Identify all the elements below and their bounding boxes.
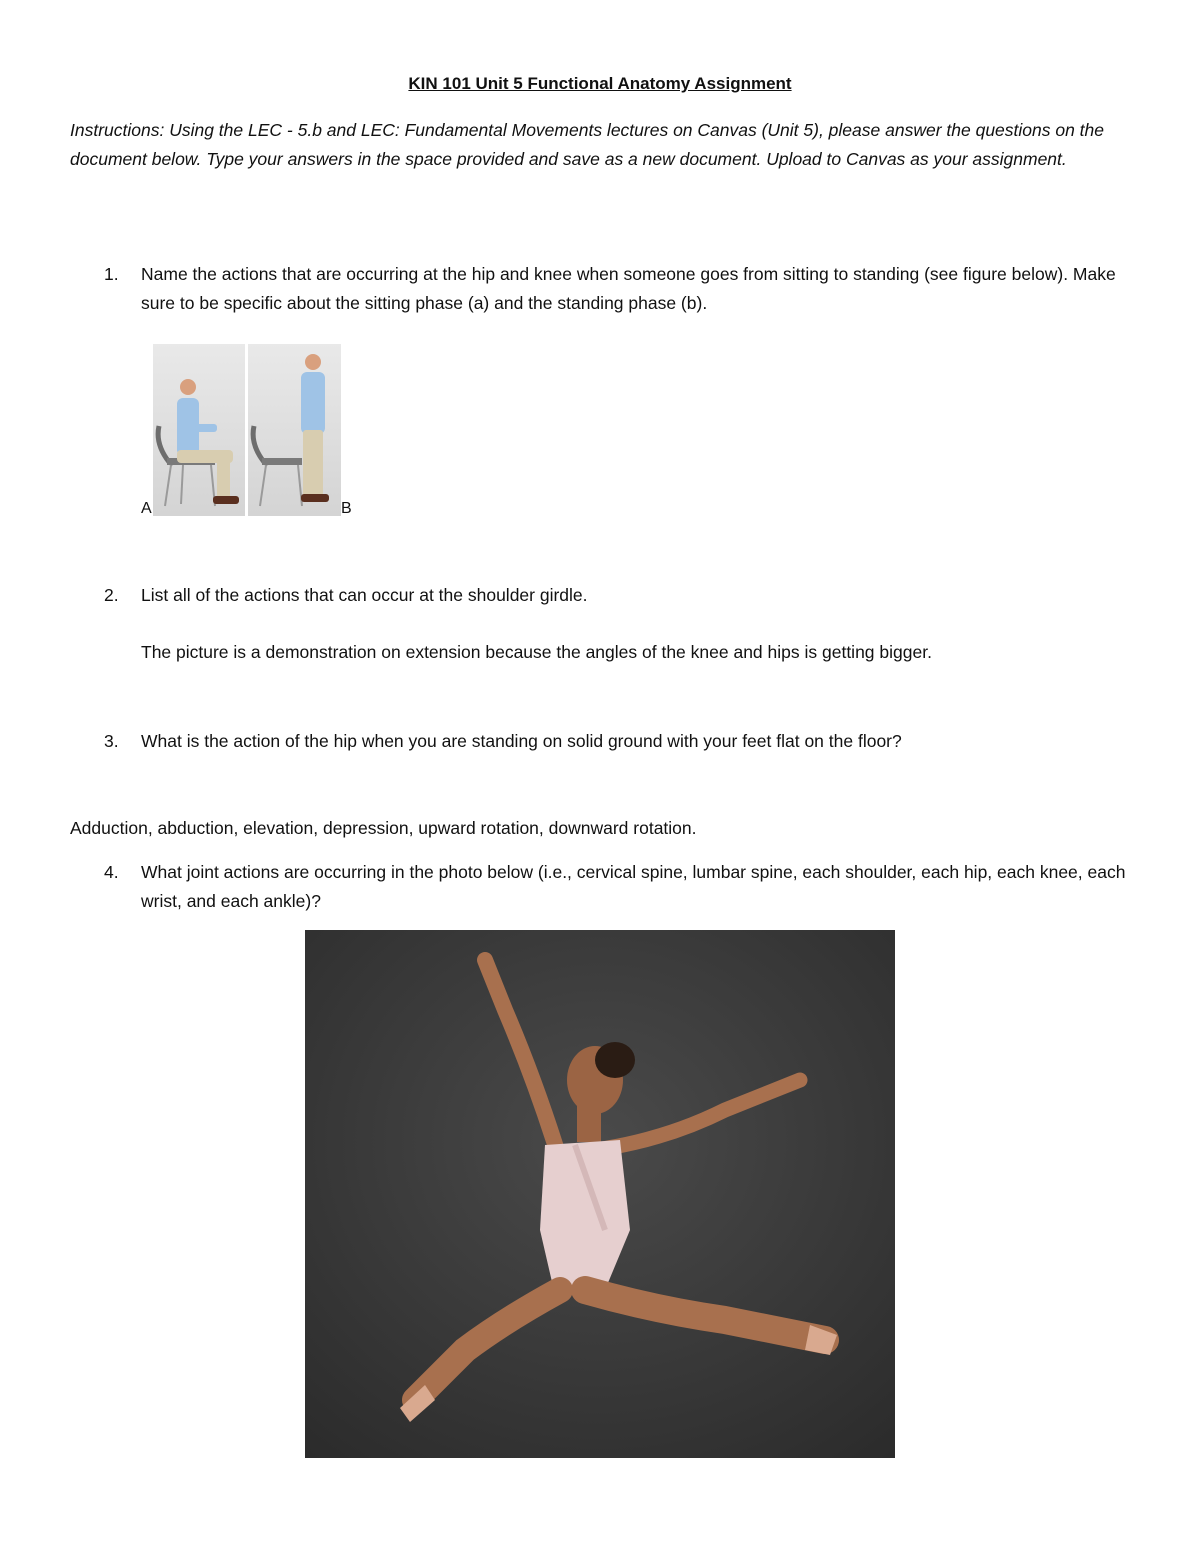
dancer-photo xyxy=(305,930,895,1458)
figure-label-b: B xyxy=(341,500,352,517)
answer-2: The picture is a demonstration on extension because the angles of the knee and hips is getting bigger. xyxy=(141,642,932,662)
question-text: List all of the actions that can occur at the shoulder girdle. xyxy=(141,585,588,605)
instructions: Instructions: Using the LEC - 5.b and LEC: Fundamental Movements lectures on Canvas (Unit 5), please answer the questions on the document below. Type your answers in the space provided and save as a new document. Upload to Canvas as your assignment. xyxy=(70,120,1105,169)
sit-to-stand-figure xyxy=(153,344,341,516)
dancer-illustration xyxy=(305,930,895,1458)
figure-label-a: A xyxy=(141,500,152,517)
sit-to-stand-illustration xyxy=(153,344,341,516)
question-text: Name the actions that are occurring at the hip and knee when someone goes from sitting to standing (see figure below). Make sure to be specific about the sitting phase (a) and the standing phase (b). xyxy=(141,264,1116,313)
question-number: 3. xyxy=(104,731,119,751)
question-text: What joint actions are occurring in the photo below (i.e., cervical spine, lumbar spine, each shoulder, each hip, each knee, each wrist, and each ankle)? xyxy=(141,862,1126,911)
question-number: 4. xyxy=(104,862,119,882)
question-text: What is the action of the hip when you are standing on solid ground with your feet flat on the floor? xyxy=(141,731,902,751)
document-title: KIN 101 Unit 5 Functional Anatomy Assignment xyxy=(408,74,792,93)
question-number: 1. xyxy=(104,264,119,284)
answer-shoulder-actions: Adduction, abduction, elevation, depression, upward rotation, downward rotation. xyxy=(70,818,697,838)
question-number: 2. xyxy=(104,585,119,605)
